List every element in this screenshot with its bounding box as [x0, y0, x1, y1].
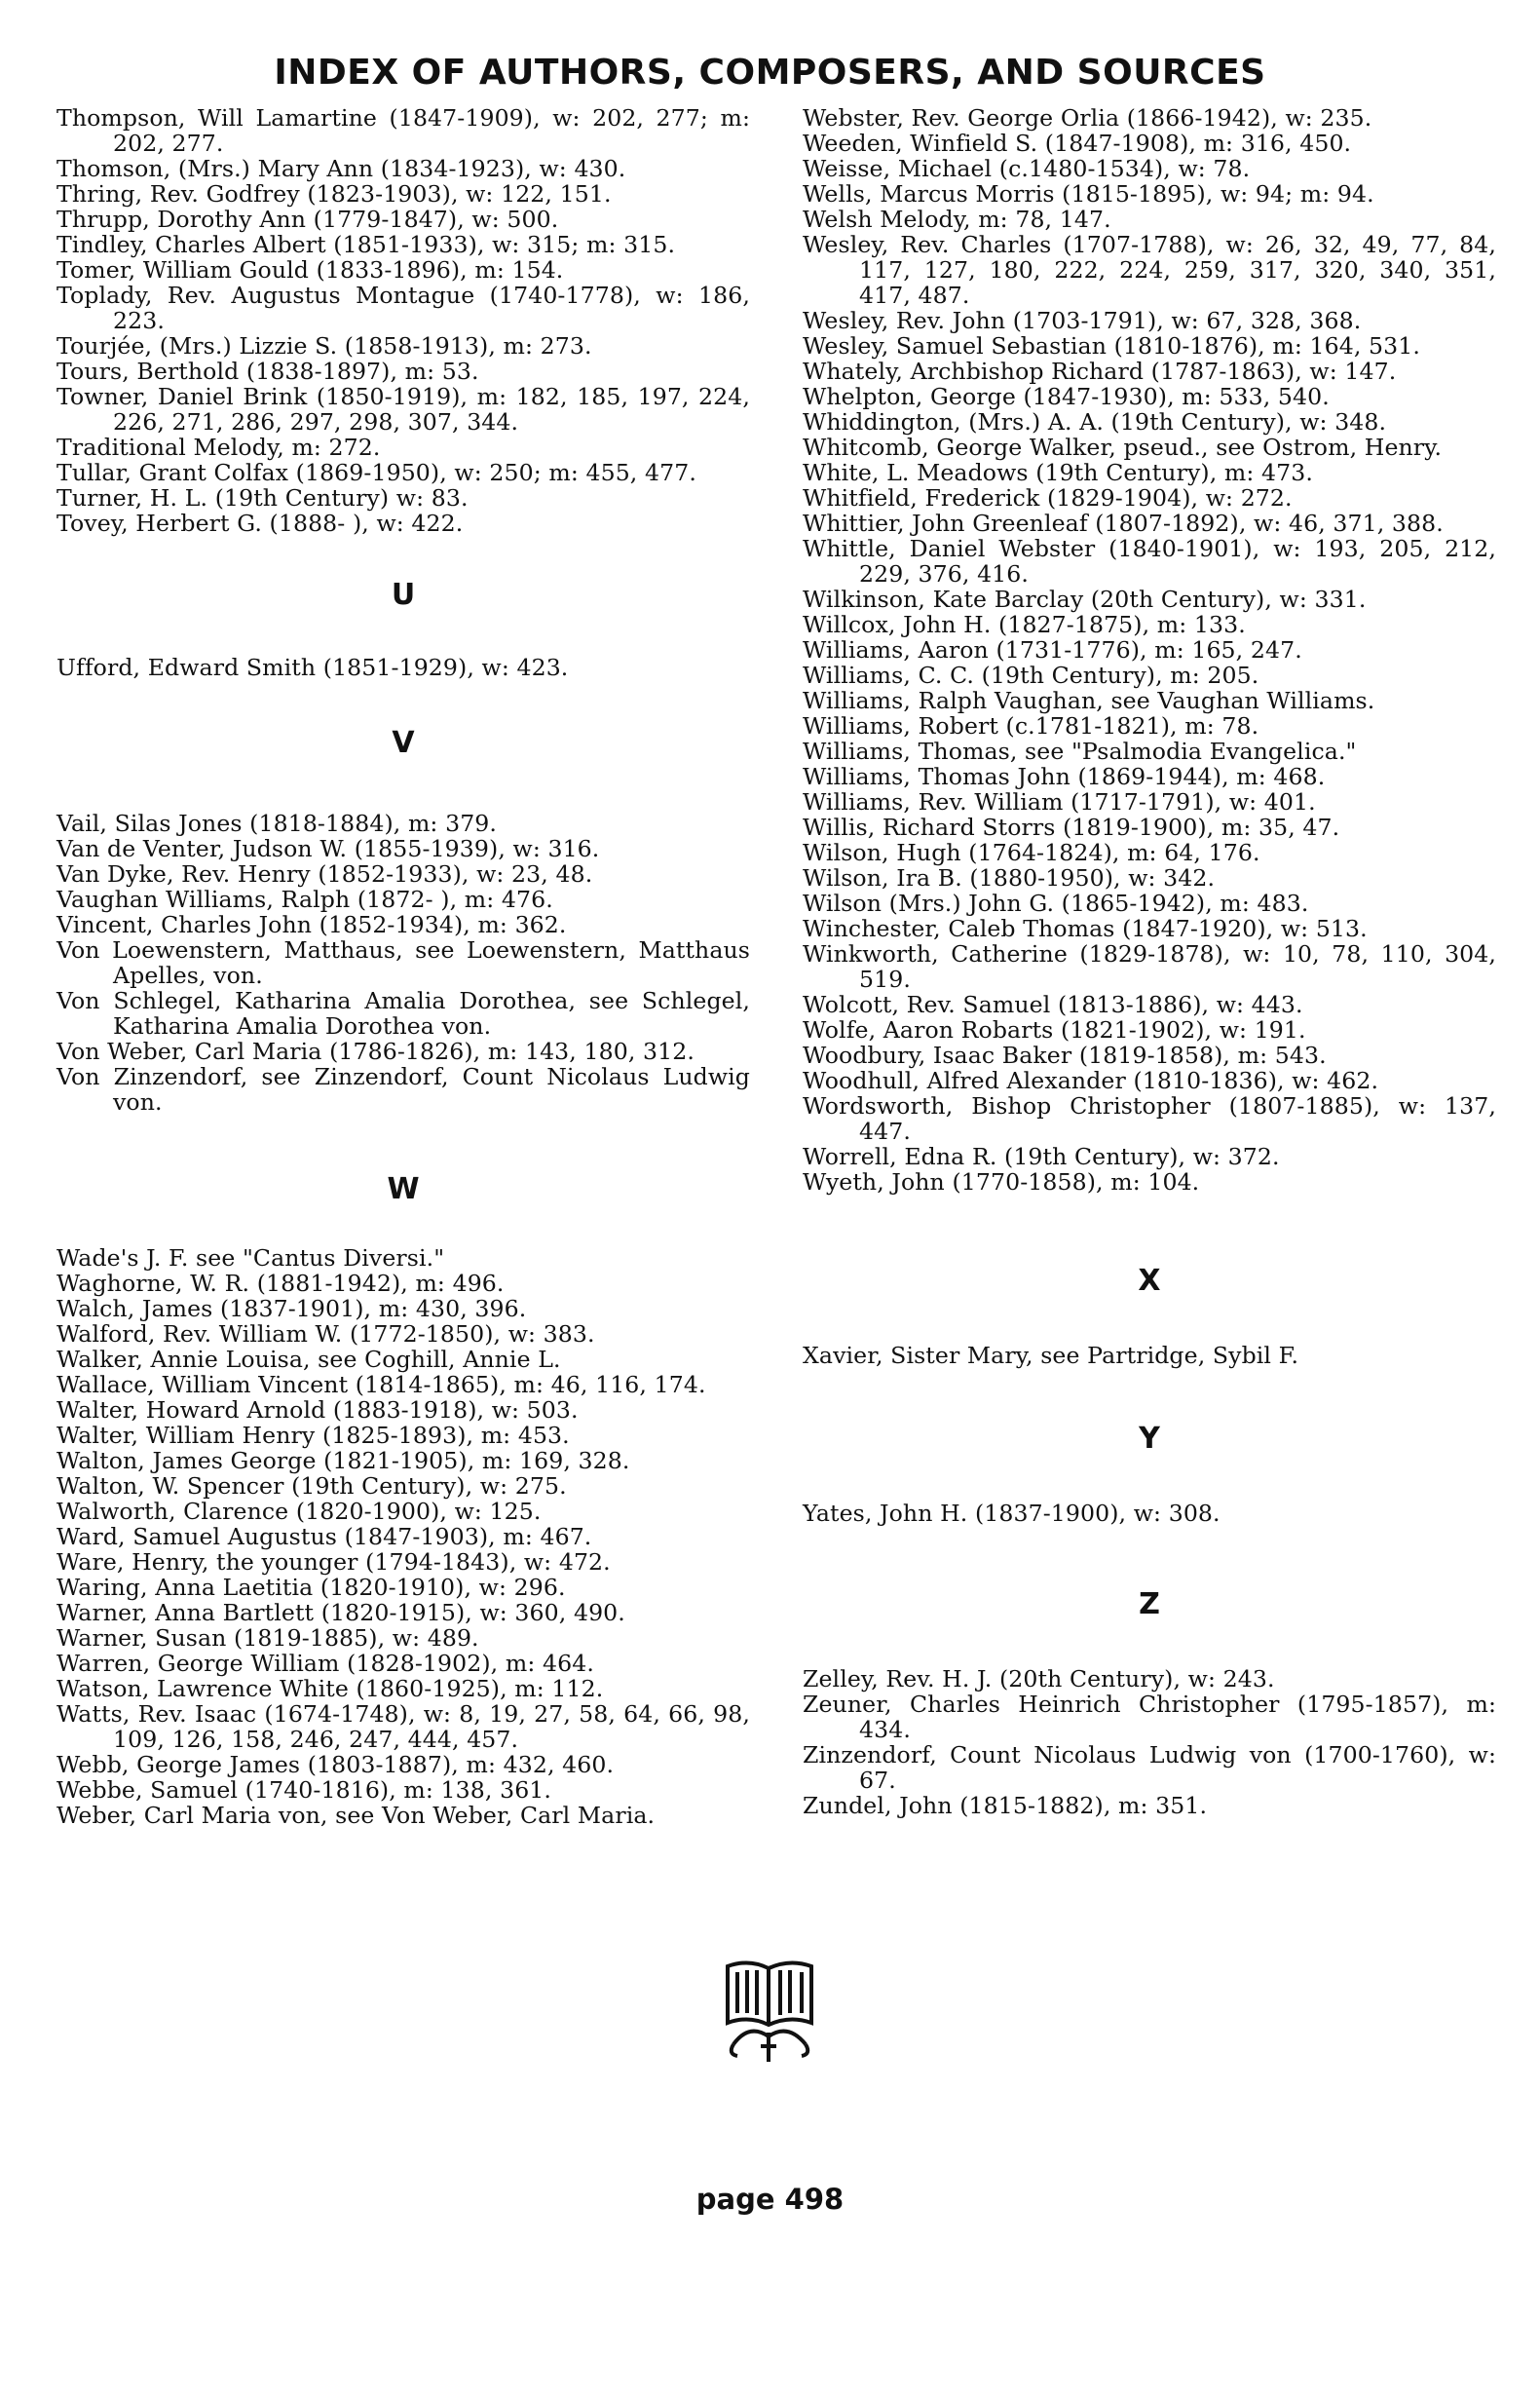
index-entry: Whelpton, George (1847-1930), m: 533, 540.: [803, 383, 1330, 410]
index-entry: Von Loewenstern, Matthaus, see Loewenstern, Matthaus Apelles, von.: [56, 936, 750, 989]
open-book-icon: [720, 1955, 819, 2072]
entry-list-x: [803, 1343, 1496, 1368]
index-entry: Waghorne, W. R. (1881-1942), m: 496.: [56, 1270, 505, 1297]
index-entry: Von Schlegel, Katharina Amalia Dorothea, see Schlegel, Katharina Amalia Dorothea von.: [56, 987, 750, 1040]
index-entry: Thring, Rev. Godfrey (1823-1903), w: 122, 151.: [56, 180, 612, 208]
index-entry: Tours, Berthold (1838-1897), m: 53.: [56, 358, 479, 385]
index-entry: Vail, Silas Jones (1818-1884), m: 379.: [56, 810, 498, 837]
index-entry: Zundel, John (1815-1882), m: 351.: [803, 1792, 1208, 1819]
index-entry: Warner, Anna Bartlett (1820-1915), w: 360, 490.: [56, 1599, 625, 1626]
index-entry: Weber, Carl Maria von, see Von Weber, Carl Maria.: [56, 1802, 656, 1829]
letter-heading-v: V: [392, 726, 415, 760]
index-entry: Williams, Thomas John (1869-1944), m: 468.: [803, 763, 1326, 790]
index-entry: Walton, James George (1821-1905), m: 169, 328.: [56, 1447, 630, 1474]
index-entry: Winchester, Caleb Thomas (1847-1920), w: 513.: [803, 915, 1368, 942]
index-entry: Vincent, Charles John (1852-1934), m: 362.: [56, 911, 567, 938]
index-entry: Worrell, Edna R. (19th Century), w: 372.: [803, 1143, 1280, 1170]
index-entry: White, L. Meadows (19th Century), m: 473.: [803, 459, 1313, 486]
index-entry: Thomson, (Mrs.) Mary Ann (1834-1923), w: 430.: [56, 155, 626, 182]
index-entry: Watson, Lawrence White (1860-1925), m: 112.: [56, 1675, 604, 1702]
index-entry: Thrupp, Dorothy Ann (1779-1847), w: 500.: [56, 206, 559, 233]
index-entry: Whittier, John Greenleaf (1807-1892), w: 46, 371, 388.: [803, 510, 1444, 537]
index-column-left: [56, 105, 750, 1828]
index-entry: Tomer, William Gould (1833-1896), m: 154.: [56, 256, 564, 284]
page-number: page 498: [695, 2183, 845, 2216]
index-entry: Wilkinson, Kate Barclay (20th Century), w: 331.: [803, 586, 1367, 613]
index-entry: Ware, Henry, the younger (1794-1843), w: 472.: [56, 1548, 611, 1576]
index-entry: Whittle, Daniel Webster (1840-1901), w: 193, 205, 212, 229, 376, 416.: [803, 535, 1496, 588]
index-entry: Warren, George William (1828-1902), m: 464.: [56, 1650, 594, 1677]
index-entry: Vaughan Williams, Ralph (1872- ), m: 476.: [56, 886, 553, 913]
index-entry: Von Weber, Carl Maria (1786-1826), m: 143, 180, 312.: [56, 1038, 695, 1065]
index-entry: Zinzendorf, Count Nicolaus Ludwig von (1700-1760), w: 67.: [803, 1741, 1496, 1794]
index-entry: Watts, Rev. Isaac (1674-1748), w: 8, 19, 27, 58, 64, 66, 98, 109, 126, 158, 246, 247, 444, 457.: [56, 1700, 750, 1753]
entry-list-u: [56, 655, 750, 680]
index-entry: Whately, Archbishop Richard (1787-1863), w: 147.: [803, 358, 1397, 385]
index-entry: Wolcott, Rev. Samuel (1813-1886), w: 443.: [803, 991, 1303, 1018]
index-entry: Xavier, Sister Mary, see Partridge, Sybil F.: [803, 1342, 1299, 1369]
index-entry: Zelley, Rev. H. J. (20th Century), w: 243.: [803, 1665, 1275, 1692]
index-entry: Ufford, Edward Smith (1851-1929), w: 423.: [56, 654, 569, 681]
index-entry: Walker, Annie Louisa, see Coghill, Annie L.: [56, 1346, 561, 1373]
index-entry: Wilson (Mrs.) John G. (1865-1942), m: 483.: [803, 890, 1309, 917]
index-entry: Willcox, John H. (1827-1875), m: 133.: [803, 611, 1246, 638]
index-entry: Walworth, Clarence (1820-1900), w: 125.: [56, 1498, 542, 1525]
index-entry: Toplady, Rev. Augustus Montague (1740-1778), w: 186, 223.: [56, 282, 750, 334]
letter-heading-u: U: [391, 578, 416, 612]
entry-list-w-right: [803, 105, 1496, 1195]
index-entry: Wolfe, Aaron Robarts (1821-1902), w: 191.: [803, 1016, 1306, 1044]
index-entry: Wilson, Hugh (1764-1824), m: 64, 176.: [803, 839, 1260, 866]
letter-heading-x: X: [1138, 1264, 1161, 1298]
index-entry: Tindley, Charles Albert (1851-1933), w: 315; m: 315.: [56, 231, 676, 258]
index-entry: Wilson, Ira B. (1880-1950), w: 342.: [803, 864, 1216, 892]
index-entry: Wells, Marcus Morris (1815-1895), w: 94; m: 94.: [803, 180, 1374, 208]
entry-list-t: [56, 105, 750, 536]
index-entry: Walter, Howard Arnold (1883-1918), w: 503.: [56, 1396, 579, 1424]
index-entry: Whiddington, (Mrs.) A. A. (19th Century), w: 348.: [803, 408, 1387, 436]
index-entry: Wyeth, John (1770-1858), m: 104.: [803, 1168, 1200, 1196]
index-entry: Turner, H. L. (19th Century) w: 83.: [56, 484, 469, 512]
index-entry: Van Dyke, Rev. Henry (1852-1933), w: 23, 48.: [56, 860, 593, 888]
index-entry: Walford, Rev. William W. (1772-1850), w: 383.: [56, 1320, 595, 1348]
index-entry: Tourjée, (Mrs.) Lizzie S. (1858-1913), m: 273.: [56, 332, 592, 360]
index-entry: Wesley, Samuel Sebastian (1810-1876), m: 164, 531.: [803, 332, 1420, 360]
letter-heading-w: W: [387, 1172, 420, 1206]
letter-heading-y: Y: [1139, 1422, 1160, 1456]
index-entry: Williams, Robert (c.1781-1821), m: 78.: [803, 712, 1259, 740]
index-entry: Thompson, Will Lamartine (1847-1909), w: 202, 277; m: 202, 277.: [56, 104, 750, 157]
index-entry: Ward, Samuel Augustus (1847-1903), m: 467.: [56, 1523, 592, 1550]
index-entry: Webbe, Samuel (1740-1816), m: 138, 361.: [56, 1776, 552, 1804]
index-entry: Winkworth, Catherine (1829-1878), w: 10, 78, 110, 304, 519.: [803, 940, 1496, 993]
entry-list-w-left: [56, 1245, 750, 1828]
index-entry: Webb, George James (1803-1887), m: 432, 460.: [56, 1751, 615, 1778]
index-entry: Tovey, Herbert G. (1888- ), w: 422.: [56, 510, 464, 537]
index-entry: Woodhull, Alfred Alexander (1810-1836), w: 462.: [803, 1067, 1379, 1094]
entry-list-v: [56, 811, 750, 1115]
index-entry: Williams, Thomas, see "Psalmodia Evangelica.": [803, 738, 1357, 765]
index-entry: Weisse, Michael (c.1480-1534), w: 78.: [803, 155, 1251, 182]
index-entry: Walton, W. Spencer (19th Century), w: 275.: [56, 1472, 567, 1500]
index-entry: Walter, William Henry (1825-1893), m: 453.: [56, 1422, 570, 1449]
index-entry: Williams, C. C. (19th Century), m: 205.: [803, 662, 1259, 689]
index-entry: Von Zinzendorf, see Zinzendorf, Count Nicolaus Ludwig von.: [56, 1063, 750, 1116]
index-entry: Wesley, Rev. John (1703-1791), w: 67, 328, 368.: [803, 307, 1362, 334]
entry-list-y: [803, 1501, 1496, 1526]
index-entry: Whitcomb, George Walker, pseud., see Ostrom, Henry.: [803, 434, 1443, 461]
index-entry: Williams, Ralph Vaughan, see Vaughan Williams.: [803, 687, 1375, 714]
index-entry: Traditional Melody, m: 272.: [56, 434, 381, 461]
entry-list-z: [803, 1666, 1496, 1818]
index-entry: Waring, Anna Laetitia (1820-1910), w: 296.: [56, 1574, 566, 1601]
index-entry: Wesley, Rev. Charles (1707-1788), w: 26, 32, 49, 77, 84, 117, 127, 180, 222, 224, 259, 317, 320, 340, 351, 417, 487.: [803, 231, 1496, 309]
index-entry: Williams, Rev. William (1717-1791), w: 401.: [803, 788, 1316, 816]
index-entry: Weeden, Winfield S. (1847-1908), m: 316, 450.: [803, 130, 1352, 157]
index-entry: Towner, Daniel Brink (1850-1919), m: 182, 185, 197, 224, 226, 271, 286, 297, 298, 307, 344.: [56, 383, 750, 436]
index-entry: Welsh Melody, m: 78, 147.: [803, 206, 1111, 233]
index-entry: Williams, Aaron (1731-1776), m: 165, 247.: [803, 636, 1302, 664]
index-entry: Tullar, Grant Colfax (1869-1950), w: 250; m: 455, 477.: [56, 459, 696, 486]
index-entry: Walch, James (1837-1901), m: 430, 396.: [56, 1295, 527, 1322]
index-entry: Wallace, William Vincent (1814-1865), m: 46, 116, 174.: [56, 1371, 706, 1398]
index-entry: Woodbury, Isaac Baker (1819-1858), m: 543.: [803, 1042, 1327, 1069]
page-title: INDEX OF AUTHORS, COMPOSERS, AND SOURCES: [274, 53, 1266, 93]
index-entry: Van de Venter, Judson W. (1855-1939), w: 316.: [56, 835, 600, 862]
index-entry: Wade's J. F. see "Cantus Diversi.": [56, 1244, 445, 1272]
index-entry: Webster, Rev. George Orlia (1866-1942), w: 235.: [803, 104, 1372, 132]
index-entry: Willis, Richard Storrs (1819-1900), m: 35, 47.: [803, 814, 1340, 841]
index-column-right: [803, 105, 1496, 1818]
index-entry: Wordsworth, Bishop Christopher (1807-1885), w: 137, 447.: [803, 1092, 1496, 1145]
index-entry: Whitfield, Frederick (1829-1904), w: 272.: [803, 484, 1293, 512]
letter-heading-z: Z: [1139, 1587, 1160, 1621]
index-entry: Warner, Susan (1819-1885), w: 489.: [56, 1624, 479, 1652]
index-entry: Yates, John H. (1837-1900), w: 308.: [803, 1500, 1221, 1527]
index-entry: Zeuner, Charles Heinrich Christopher (1795-1857), m: 434.: [803, 1691, 1496, 1743]
